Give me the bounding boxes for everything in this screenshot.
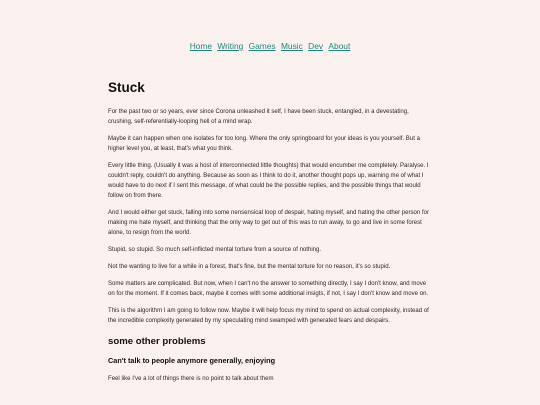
top-navigation bbox=[0, 41, 540, 51]
nav-link-games[interactable]: Games bbox=[248, 41, 276, 51]
article bbox=[108, 80, 434, 391]
paragraph-1: For the past two or so years, ever since Corona unleashed it self, I have been stuck, entangled, in a devestating, crushing, self-referentially-looping hell of a mind wrap. bbox=[108, 109, 409, 125]
subsection-heading: Can't talk to people anymore generally, enjoying bbox=[108, 356, 276, 365]
trailing-paragraph: Feel like I've a lot of things there is no point to talk about them bbox=[108, 376, 274, 382]
nav-link-writing[interactable]: Writing bbox=[217, 41, 244, 51]
nav-link-home[interactable]: Home bbox=[189, 41, 213, 51]
paragraph-5: Stupid, so stupid. So much self-inflicted mental torture from a source of nothing. bbox=[108, 247, 322, 253]
paragraph-2: Maybe it can happen when one isolates for too long. Where the only springboard for your ideas is you yourself. But a higher level you, at least, that's what you think. bbox=[108, 136, 420, 152]
paragraph-6: Not the wanting to live for a while in a forest, that's fine, but the mental torture for no reason, it's so stupid. bbox=[108, 264, 391, 270]
nav-link-music[interactable]: Music bbox=[280, 41, 303, 51]
paragraph-3: Every little thing. (Usually it was a host of interconnected little thoughts) that would encumber me completely. Paralyse. I couldn't reply, couldn't do anything. Because as soon as I think to do it, another thought pops up, warning me of what I would have to do next if I sent this message, of what could be the possible replies, and the possible things that would follow on from there. bbox=[108, 163, 429, 199]
paragraph-8: This is the algorithm I am going to follow now. Maybe it will help focus my mind to spend on actual complexity, instead of the incredible complexity generated by my speculating mind swamped with generated fears and despairs. bbox=[108, 308, 429, 324]
page-title: Stuck bbox=[108, 80, 145, 95]
paragraph-7: Some matters are complicated. But now, when I can't no the answer to something directly, I say I don't know, and move on for the moment. If it comes back, maybe it comes with some additional insigts, if not, I say I don't know and move on. bbox=[108, 281, 429, 297]
nav-link-about[interactable]: About bbox=[328, 41, 351, 51]
section-heading: some other problems bbox=[108, 336, 206, 347]
paragraph-4: And I would either get stuck, falling into some nensensical loop of despair, hating myself, and hating the other person for making me hate myself, and thinking that the only way to get out of this was to run away, to go and live in some forest alone, to resign from the world. bbox=[108, 210, 430, 236]
nav-link-dev[interactable]: Dev bbox=[308, 41, 324, 51]
